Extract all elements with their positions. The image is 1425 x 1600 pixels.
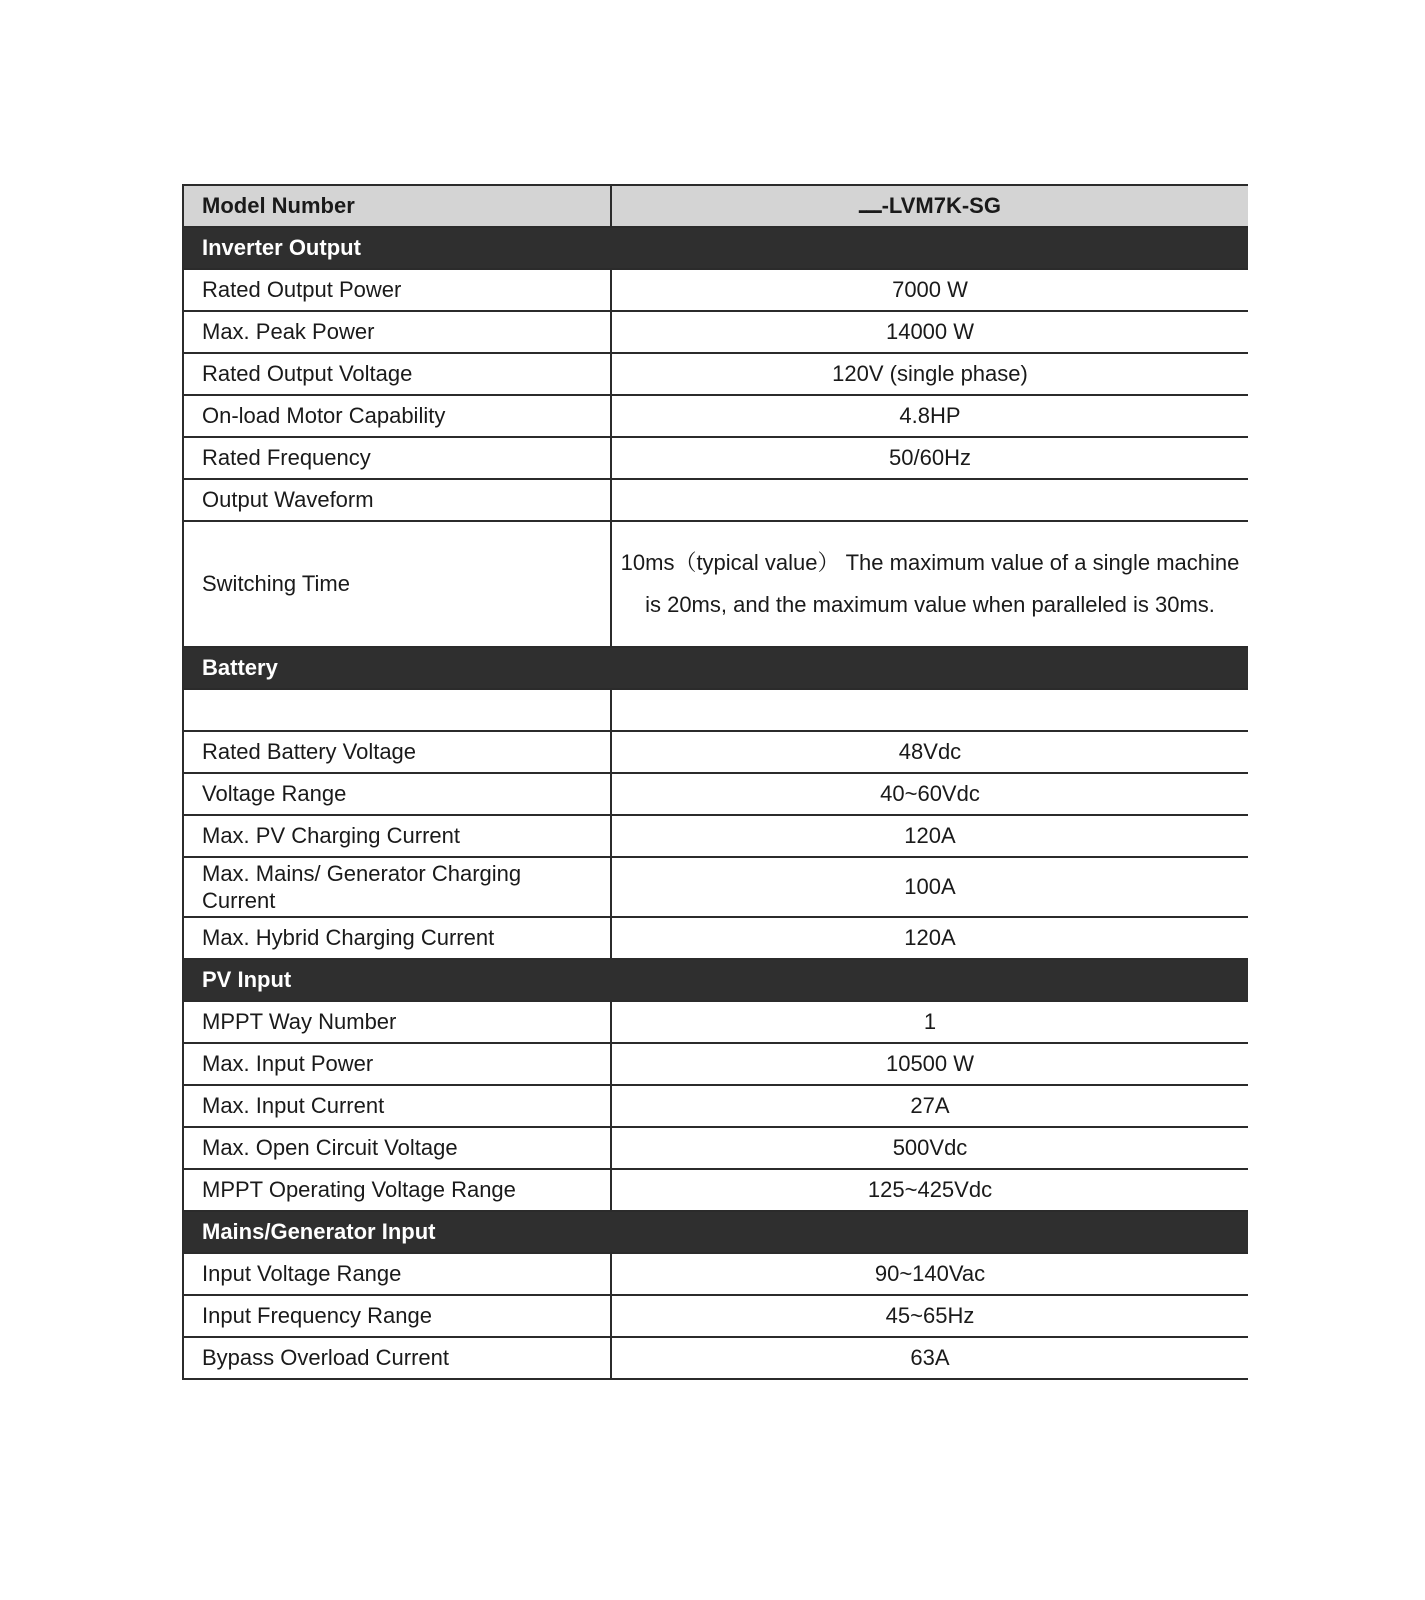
spec-param: Rated Battery Voltage [183, 731, 611, 773]
spec-value: 40~60Vdc [611, 773, 1248, 815]
spec-param: Rated Output Voltage [183, 353, 611, 395]
spec-param: Max. Peak Power [183, 311, 611, 353]
spec-table [182, 184, 1248, 1380]
table-row [183, 917, 1248, 959]
section-title: Battery [183, 647, 1248, 689]
spec-value: 50/60Hz [611, 437, 1248, 479]
spec-value: 7000 W [611, 269, 1248, 311]
table-row [183, 1295, 1248, 1337]
table-row [183, 689, 1248, 731]
section-title: PV Input [183, 959, 1248, 1001]
spec-value: 120A [611, 917, 1248, 959]
table-row [183, 395, 1248, 437]
section-title: Mains/Generator Input [183, 1211, 1248, 1253]
table-row [183, 1085, 1248, 1127]
table-row [183, 353, 1248, 395]
table-row [183, 1127, 1248, 1169]
table-row [183, 1337, 1248, 1379]
table-row [183, 437, 1248, 479]
table-row [183, 773, 1248, 815]
section-title: Inverter Output [183, 227, 1248, 269]
model-number-label: Model Number [183, 185, 611, 227]
section-header-inverter-output [183, 227, 1248, 269]
table-row [183, 815, 1248, 857]
spec-param: Bypass Overload Current [183, 1337, 611, 1379]
spec-value: 14000 W [611, 311, 1248, 353]
spec-param: Rated Output Power [183, 269, 611, 311]
spec-param: MPPT Operating Voltage Range [183, 1169, 611, 1211]
spec-param: Max. PV Charging Current [183, 815, 611, 857]
table-row [183, 1043, 1248, 1085]
spec-param: MPPT Way Number [183, 1001, 611, 1043]
section-header-pv-input [183, 959, 1248, 1001]
spec-value [611, 689, 1248, 731]
spec-param: Output Waveform [183, 479, 611, 521]
spec-param [183, 689, 611, 731]
table-row [183, 857, 1248, 917]
table-row [183, 521, 1248, 647]
spec-param: Rated Frequency [183, 437, 611, 479]
spec-value: 48Vdc [611, 731, 1248, 773]
spec-value: 90~140Vac [611, 1253, 1248, 1295]
spec-param: Input Frequency Range [183, 1295, 611, 1337]
spec-value: 120V (single phase) [611, 353, 1248, 395]
spec-value: 125~425Vdc [611, 1169, 1248, 1211]
model-number-row [183, 185, 1248, 227]
spec-param: Max. Input Current [183, 1085, 611, 1127]
spec-param: Voltage Range [183, 773, 611, 815]
spec-param: On-load Motor Capability [183, 395, 611, 437]
spec-param: Max. Input Power [183, 1043, 611, 1085]
spec-param: Max. Mains/ Generator Charging Current [183, 857, 611, 917]
spec-param: Input Voltage Range [183, 1253, 611, 1295]
section-header-battery [183, 647, 1248, 689]
spec-value: 500Vdc [611, 1127, 1248, 1169]
spec-value: 27A [611, 1085, 1248, 1127]
spec-value: 10500 W [611, 1043, 1248, 1085]
spec-param: Switching Time [183, 521, 611, 647]
spec-param: Max. Open Circuit Voltage [183, 1127, 611, 1169]
table-row [183, 1001, 1248, 1043]
spec-value [611, 479, 1248, 521]
spec-value: 4.8HP [611, 395, 1248, 437]
table-row [183, 731, 1248, 773]
table-row [183, 311, 1248, 353]
table-row [183, 1169, 1248, 1211]
spec-value: 1 [611, 1001, 1248, 1043]
spec-value: 100A [611, 857, 1248, 917]
model-number-value: ـــ-LVM7K-SG [611, 185, 1248, 227]
spec-value: 10ms（typical value） The maximum value of a single machine is 20ms, and the maximum value when paralleled is 30ms. [611, 521, 1248, 647]
spec-param: Max. Hybrid Charging Current [183, 917, 611, 959]
section-header-mains-generator-input [183, 1211, 1248, 1253]
table-row [183, 269, 1248, 311]
table-row [183, 1253, 1248, 1295]
table-row [183, 479, 1248, 521]
spec-value: 120A [611, 815, 1248, 857]
spec-value: 63A [611, 1337, 1248, 1379]
spec-value: 45~65Hz [611, 1295, 1248, 1337]
